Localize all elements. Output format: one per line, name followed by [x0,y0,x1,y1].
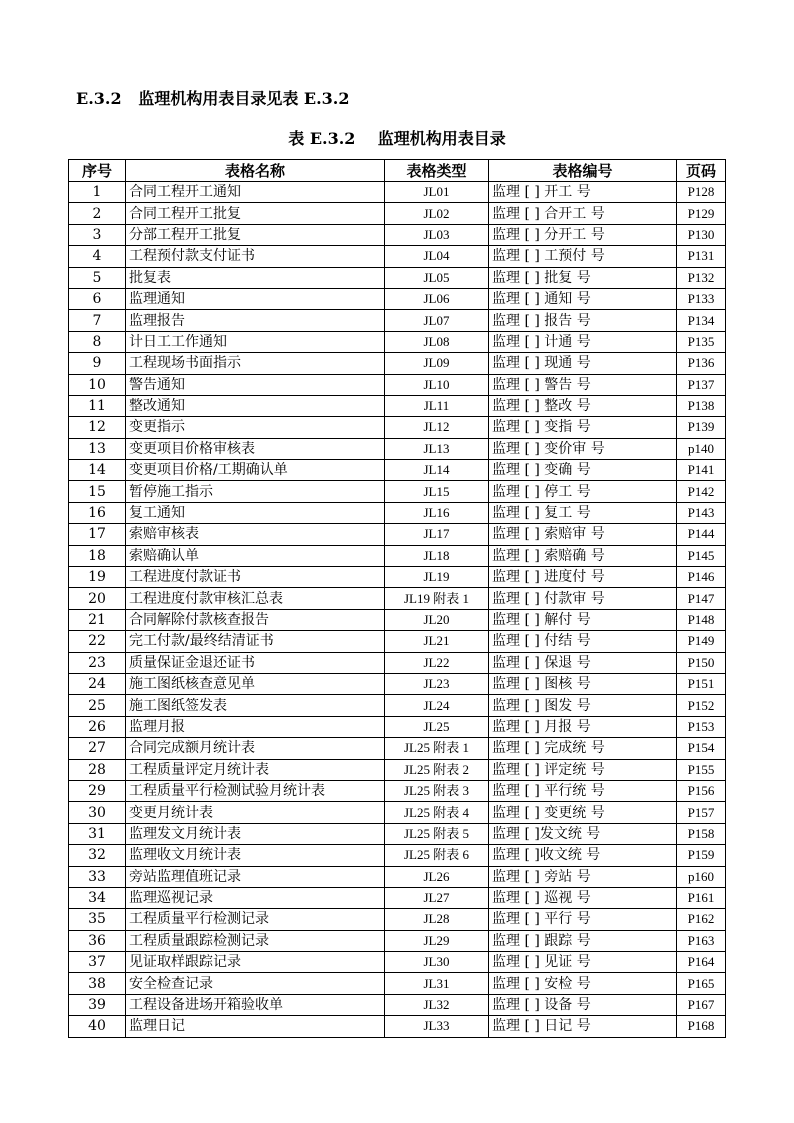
cell-form-code: 监理 [ ] 批复 号 [489,267,677,288]
cell-form-name: 工程设备进场开箱验收单 [126,994,385,1015]
cell-form-name: 质量保证金退还证书 [126,652,385,673]
cell-page: P144 [677,524,726,545]
table-row [69,481,726,502]
cell-form-type: JL01 [385,182,489,203]
cell-seq: 1 [69,182,126,203]
cell-form-code: 监理 [ ] 变更统 号 [489,802,677,823]
cell-form-name: 监理巡视记录 [126,887,385,908]
table-row [69,588,726,609]
cell-form-name: 工程质量跟踪检测记录 [126,930,385,951]
table-row [69,374,726,395]
cell-page: P145 [677,545,726,566]
cell-seq: 37 [69,952,126,973]
table-row [69,631,726,652]
cell-page: P150 [677,652,726,673]
table-row [69,203,726,224]
cell-seq: 2 [69,203,126,224]
cell-page: P138 [677,395,726,416]
cell-form-code: 监理 [ ] 旁站 号 [489,866,677,887]
cell-form-code: 监理 [ ] 合开工 号 [489,203,677,224]
cell-page: P135 [677,331,726,352]
cell-form-type: JL04 [385,246,489,267]
column-header-page: 页码 [677,160,726,182]
table-row [69,567,726,588]
cell-form-code: 监理 [ ] 开工 号 [489,182,677,203]
table-row [69,673,726,694]
cell-form-code: 监理 [ ] 警告 号 [489,374,677,395]
table-row [69,460,726,481]
table-row [69,738,726,759]
cell-seq: 6 [69,288,126,309]
table-row [69,331,726,352]
cell-form-name: 合同工程开工通知 [126,182,385,203]
cell-form-code: 监理 [ ] 变指 号 [489,417,677,438]
cell-form-code: 监理 [ ] 见证 号 [489,952,677,973]
cell-page: P153 [677,716,726,737]
cell-page: P136 [677,353,726,374]
cell-page: P157 [677,802,726,823]
cell-page: P165 [677,973,726,994]
cell-seq: 12 [69,417,126,438]
cell-form-code: 监理 [ ] 完成统 号 [489,738,677,759]
cell-form-type: JL25 [385,716,489,737]
cell-form-name: 合同解除付款核查报告 [126,609,385,630]
cell-seq: 25 [69,695,126,716]
cell-seq: 38 [69,973,126,994]
cell-seq: 10 [69,374,126,395]
cell-form-type: JL28 [385,909,489,930]
table-row [69,310,726,331]
cell-form-name: 施工图纸核查意见单 [126,673,385,694]
cell-form-code: 监理 [ ] 付结 号 [489,631,677,652]
cell-page: P147 [677,588,726,609]
cell-form-code: 监理 [ ] 解付 号 [489,609,677,630]
cell-seq: 32 [69,845,126,866]
cell-page: P151 [677,673,726,694]
cell-form-name: 变更指示 [126,417,385,438]
cell-page: P149 [677,631,726,652]
cell-form-name: 复工通知 [126,502,385,523]
cell-form-type: JL10 [385,374,489,395]
table-row [69,395,726,416]
cell-page: p160 [677,866,726,887]
cell-seq: 21 [69,609,126,630]
section-heading: E.3.2 监理机构用表目录见表 E.3.2 [76,89,350,108]
cell-form-code: 监理 [ ] 变价审 号 [489,438,677,459]
cell-seq: 39 [69,994,126,1015]
cell-form-name: 监理发文月统计表 [126,823,385,844]
cell-form-type: JL02 [385,203,489,224]
cell-page: P139 [677,417,726,438]
cell-form-code: 监理 [ ] 日记 号 [489,1016,677,1037]
cell-page: P152 [677,695,726,716]
table-row [69,438,726,459]
table-row [69,973,726,994]
table-row [69,502,726,523]
cell-form-name: 索赔审核表 [126,524,385,545]
cell-form-type: JL20 [385,609,489,630]
cell-form-code: 监理 [ ] 计通 号 [489,331,677,352]
cell-seq: 5 [69,267,126,288]
table-row [69,288,726,309]
cell-page: P161 [677,887,726,908]
cell-page: P154 [677,738,726,759]
cell-form-code: 监理 [ ] 工预付 号 [489,246,677,267]
column-header-seq: 序号 [69,160,126,182]
cell-form-name: 工程质量评定月统计表 [126,759,385,780]
cell-form-name: 安全检查记录 [126,973,385,994]
cell-seq: 9 [69,353,126,374]
cell-form-name: 完工付款/最终结清证书 [126,631,385,652]
cell-seq: 4 [69,246,126,267]
cell-page: P143 [677,502,726,523]
cell-seq: 22 [69,631,126,652]
cell-form-code: 监理 [ ] 巡视 号 [489,887,677,908]
cell-seq: 28 [69,759,126,780]
cell-form-code: 监理 [ ] 现通 号 [489,353,677,374]
cell-form-type: JL25 附表 2 [385,759,489,780]
cell-seq: 31 [69,823,126,844]
cell-seq: 17 [69,524,126,545]
cell-seq: 8 [69,331,126,352]
cell-form-type: JL03 [385,224,489,245]
table-header-row [69,160,726,182]
column-header-name: 表格名称 [126,160,385,182]
cell-form-name: 变更项目价格/工期确认单 [126,460,385,481]
cell-page: P128 [677,182,726,203]
table-row [69,952,726,973]
cell-form-name: 工程进度付款审核汇总表 [126,588,385,609]
table-row [69,909,726,930]
cell-form-type: JL09 [385,353,489,374]
cell-seq: 36 [69,930,126,951]
cell-form-type: JL26 [385,866,489,887]
cell-seq: 20 [69,588,126,609]
cell-form-type: JL21 [385,631,489,652]
table-row [69,267,726,288]
cell-seq: 3 [69,224,126,245]
table-row [69,845,726,866]
cell-page: P130 [677,224,726,245]
table-row [69,994,726,1015]
cell-page: P155 [677,759,726,780]
column-header-type: 表格类型 [385,160,489,182]
cell-form-code: 监理 [ ] 报告 号 [489,310,677,331]
cell-form-type: JL24 [385,695,489,716]
cell-form-type: JL08 [385,331,489,352]
cell-form-code: 监理 [ ] 安检 号 [489,973,677,994]
cell-page: P148 [677,609,726,630]
cell-form-code: 监理 [ ] 设备 号 [489,994,677,1015]
cell-seq: 16 [69,502,126,523]
cell-seq: 29 [69,780,126,801]
table-row [69,887,726,908]
cell-page: P131 [677,246,726,267]
cell-seq: 14 [69,460,126,481]
cell-seq: 23 [69,652,126,673]
table-row [69,524,726,545]
cell-form-name: 合同工程开工批复 [126,203,385,224]
cell-seq: 11 [69,395,126,416]
cell-form-name: 旁站监理值班记录 [126,866,385,887]
table-row [69,545,726,566]
cell-form-type: JL19 附表 1 [385,588,489,609]
cell-form-code: 监理 [ ] 索赔审 号 [489,524,677,545]
cell-form-type: JL19 [385,567,489,588]
cell-form-name: 监理日记 [126,1016,385,1037]
cell-form-type: JL29 [385,930,489,951]
table-row [69,246,726,267]
cell-form-name: 见证取样跟踪记录 [126,952,385,973]
cell-form-type: JL18 [385,545,489,566]
cell-page: P167 [677,994,726,1015]
cell-form-code: 监理 [ ] 评定统 号 [489,759,677,780]
cell-form-type: JL22 [385,652,489,673]
cell-page: P164 [677,952,726,973]
cell-form-type: JL17 [385,524,489,545]
cell-form-type: JL14 [385,460,489,481]
cell-seq: 26 [69,716,126,737]
cell-form-type: JL07 [385,310,489,331]
cell-form-code: 监理 [ ] 整改 号 [489,395,677,416]
cell-form-name: 施工图纸签发表 [126,695,385,716]
cell-seq: 19 [69,567,126,588]
cell-form-type: JL11 [385,395,489,416]
cell-page: P159 [677,845,726,866]
cell-form-name: 工程进度付款证书 [126,567,385,588]
cell-seq: 15 [69,481,126,502]
cell-page: P163 [677,930,726,951]
cell-form-name: 监理月报 [126,716,385,737]
cell-page: P158 [677,823,726,844]
cell-form-code: 监理 [ ] 付款审 号 [489,588,677,609]
table-row [69,182,726,203]
table-row [69,1016,726,1037]
table-caption: 表 E.3.2 监理机构用表目录 [288,129,506,148]
cell-form-code: 监理 [ ] 进度付 号 [489,567,677,588]
cell-form-code: 监理 [ ]发文统 号 [489,823,677,844]
cell-form-name: 监理报告 [126,310,385,331]
cell-page: P168 [677,1016,726,1037]
table-row [69,823,726,844]
cell-seq: 7 [69,310,126,331]
cell-form-type: JL25 附表 5 [385,823,489,844]
cell-form-code: 监理 [ ] 图发 号 [489,695,677,716]
cell-form-name: 工程质量平行检测记录 [126,909,385,930]
column-header-code: 表格编号 [489,160,677,182]
cell-form-name: 整改通知 [126,395,385,416]
cell-page: P146 [677,567,726,588]
cell-page: P133 [677,288,726,309]
cell-form-code: 监理 [ ] 停工 号 [489,481,677,502]
cell-form-type: JL25 附表 3 [385,780,489,801]
cell-form-type: JL06 [385,288,489,309]
cell-form-code: 监理 [ ] 平行 号 [489,909,677,930]
cell-form-type: JL25 附表 6 [385,845,489,866]
cell-form-name: 变更项目价格审核表 [126,438,385,459]
cell-form-type: JL16 [385,502,489,523]
cell-seq: 33 [69,866,126,887]
table-row [69,353,726,374]
cell-form-name: 批复表 [126,267,385,288]
cell-form-name: 合同完成额月统计表 [126,738,385,759]
table-row [69,652,726,673]
cell-form-code: 监理 [ ] 索赔确 号 [489,545,677,566]
cell-form-name: 监理收文月统计表 [126,845,385,866]
table-row [69,802,726,823]
cell-form-type: JL15 [385,481,489,502]
cell-form-type: JL05 [385,267,489,288]
cell-seq: 30 [69,802,126,823]
cell-form-type: JL27 [385,887,489,908]
cell-seq: 13 [69,438,126,459]
cell-page: P134 [677,310,726,331]
table-row [69,759,726,780]
cell-form-name: 分部工程开工批复 [126,224,385,245]
cell-page: P156 [677,780,726,801]
cell-seq: 34 [69,887,126,908]
cell-form-type: JL25 附表 4 [385,802,489,823]
cell-form-name: 索赔确认单 [126,545,385,566]
cell-seq: 24 [69,673,126,694]
table-row [69,417,726,438]
cell-form-type: JL12 [385,417,489,438]
cell-form-name: 工程现场书面指示 [126,353,385,374]
cell-form-code: 监理 [ ] 分开工 号 [489,224,677,245]
cell-form-type: JL33 [385,1016,489,1037]
table-row [69,224,726,245]
cell-form-name: 警告通知 [126,374,385,395]
cell-seq: 27 [69,738,126,759]
cell-form-code: 监理 [ ] 月报 号 [489,716,677,737]
table-row [69,780,726,801]
table-row [69,930,726,951]
table-row [69,695,726,716]
cell-form-name: 监理通知 [126,288,385,309]
table-row [69,609,726,630]
cell-form-code: 监理 [ ] 图核 号 [489,673,677,694]
cell-seq: 18 [69,545,126,566]
table-row [69,866,726,887]
cell-seq: 35 [69,909,126,930]
cell-page: P142 [677,481,726,502]
cell-form-type: JL25 附表 1 [385,738,489,759]
cell-page: P129 [677,203,726,224]
cell-page: P132 [677,267,726,288]
cell-form-name: 工程预付款支付证书 [126,246,385,267]
cell-form-name: 计日工工作通知 [126,331,385,352]
cell-seq: 40 [69,1016,126,1037]
cell-page: P141 [677,460,726,481]
cell-form-name: 变更月统计表 [126,802,385,823]
cell-form-name: 暂停施工指示 [126,481,385,502]
cell-form-type: JL32 [385,994,489,1015]
cell-page: P137 [677,374,726,395]
cell-form-type: JL31 [385,973,489,994]
cell-form-name: 工程质量平行检测试验月统计表 [126,780,385,801]
cell-page: P162 [677,909,726,930]
cell-form-code: 监理 [ ] 平行统 号 [489,780,677,801]
cell-form-type: JL13 [385,438,489,459]
cell-form-code: 监理 [ ]收文统 号 [489,845,677,866]
cell-form-type: JL23 [385,673,489,694]
cell-form-code: 监理 [ ] 跟踪 号 [489,930,677,951]
cell-form-type: JL30 [385,952,489,973]
form-catalog-table [68,159,726,1038]
cell-page: p140 [677,438,726,459]
cell-form-code: 监理 [ ] 复工 号 [489,502,677,523]
table-row [69,716,726,737]
cell-form-code: 监理 [ ] 变确 号 [489,460,677,481]
cell-form-code: 监理 [ ] 保退 号 [489,652,677,673]
cell-form-code: 监理 [ ] 通知 号 [489,288,677,309]
